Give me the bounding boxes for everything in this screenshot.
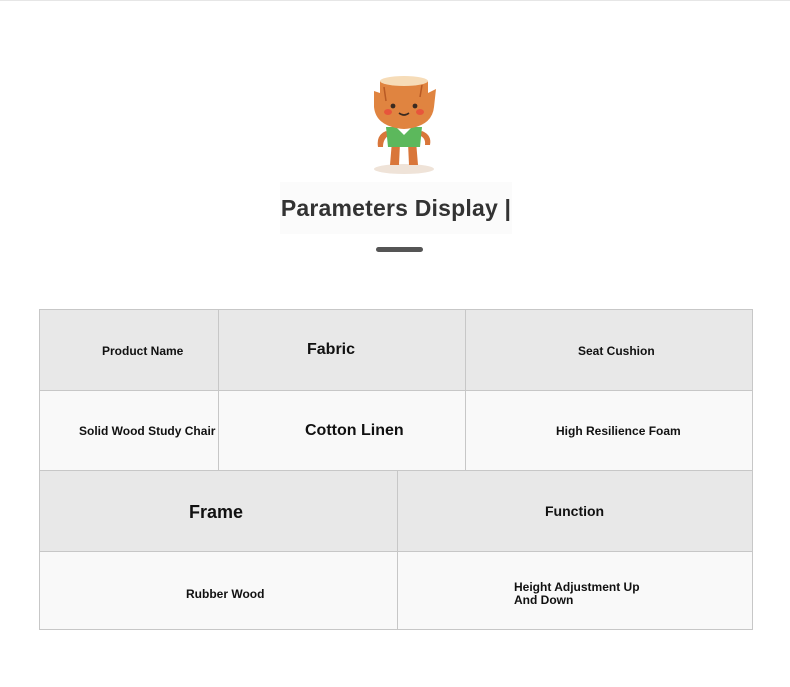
function-value-line2: And Down xyxy=(514,593,574,607)
table-row xyxy=(40,310,752,390)
table-row xyxy=(40,551,752,629)
parameters-table xyxy=(39,309,753,630)
tree-stump-mascot-icon xyxy=(366,73,442,175)
table-cell xyxy=(40,310,218,390)
table-cell xyxy=(218,310,465,390)
fabric-label: Fabric xyxy=(307,341,356,358)
seat-cushion-value: High Resilience Foam xyxy=(556,424,681,438)
fabric-value: Cotton Linen xyxy=(305,422,404,439)
frame-value: Rubber Wood xyxy=(186,587,265,601)
table-cell xyxy=(40,391,218,470)
page-title: Parameters Display | xyxy=(280,194,512,221)
title-area xyxy=(280,182,512,234)
title-underline xyxy=(376,247,423,252)
function-value-line1: Height Adjustment Up xyxy=(514,580,640,594)
function-label: Function xyxy=(545,503,605,519)
table-cell xyxy=(397,552,752,629)
table-cell xyxy=(40,552,397,629)
product-name-value: Solid Wood Study Chair xyxy=(79,424,216,438)
table-cell xyxy=(465,391,752,470)
frame-label: Frame xyxy=(189,502,244,522)
table-cell xyxy=(465,310,752,390)
product-name-label: Product Name xyxy=(102,344,184,358)
seat-cushion-label: Seat Cushion xyxy=(578,344,655,358)
table-row xyxy=(40,390,752,470)
table-row xyxy=(40,470,752,551)
table-cell xyxy=(397,471,752,551)
table-cell xyxy=(40,471,397,551)
table-cell xyxy=(218,391,465,470)
